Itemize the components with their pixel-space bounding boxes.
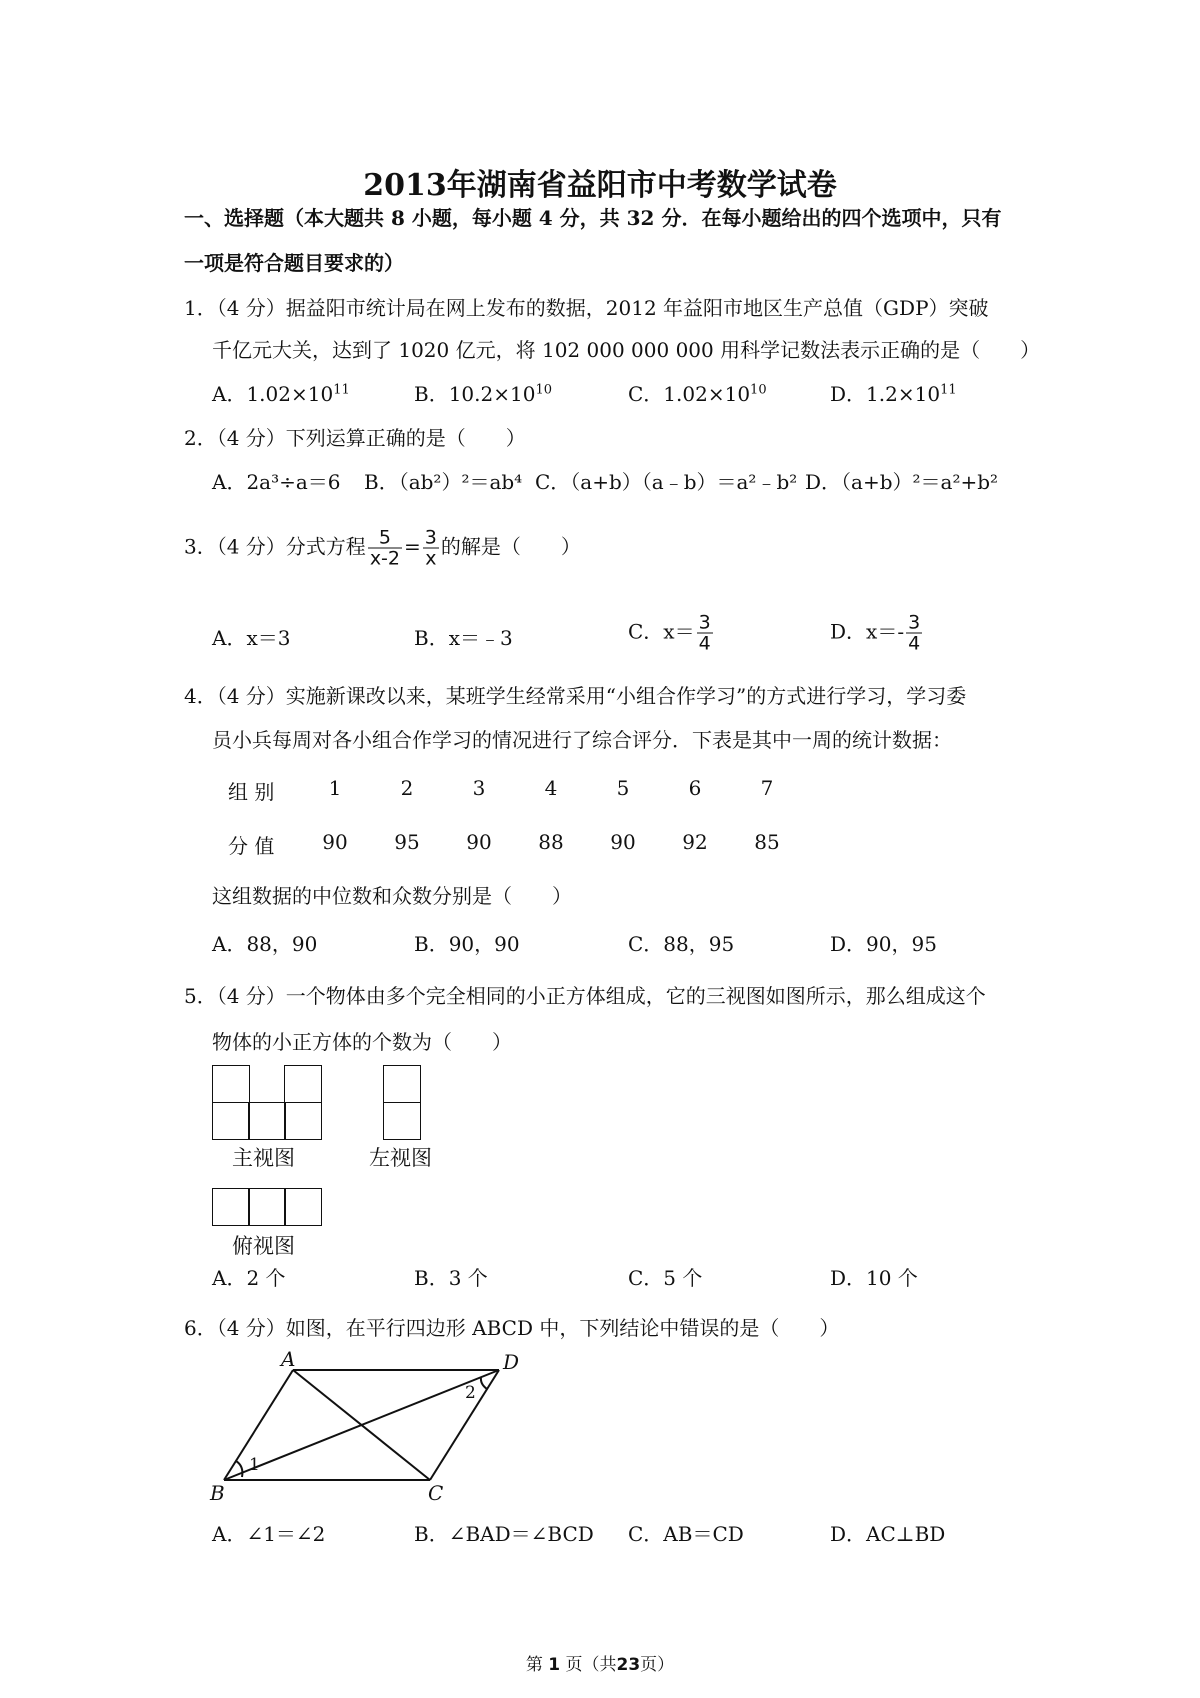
q4-question: 这组数据的中位数和众数分别是（ ） [212,884,572,908]
q4-stem-line1: 4．（4 分）实施新课改以来，某班学生经常采用“小组合作学习”的方式进行学习，学习委 [184,684,967,708]
table-cell: 5 [616,776,630,800]
table-cell: 7 [760,776,774,800]
q1-option-c: C．$1.02\times 10^{10}$ [628,382,767,406]
q2-option-b: B．（ab²）²＝ab⁴ [364,470,523,494]
q4-stem-line2: 员小兵每周对各小组合作学习的情况进行了综合评分．下表是其中一周的统计数据： [212,728,952,752]
table-cell: 4 [544,776,558,800]
q4-option-c: C．88，95 [628,932,735,956]
table-row2-label: 分 值 [228,834,275,858]
q6-option-b: B．∠BAD＝∠BCD [414,1522,594,1546]
table-cell: 95 [394,830,420,854]
q5-option-b: B．3 个 [414,1266,488,1290]
table-cell: 3 [472,776,486,800]
q5-option-d: D．10 个 [830,1266,918,1290]
q4-option-d: D．90，95 [830,932,937,956]
q3-option-b: B．x＝﹣3 [414,626,513,650]
table-cell: 90 [610,830,636,854]
vertex-label-b: B [210,1481,225,1505]
q2-option-a: A．2a³÷a＝6 [212,470,341,494]
footer-page-number: 1 [548,1655,561,1675]
angle-2-label: 2 [465,1383,476,1403]
q1-option-b: B．$10.2\times 10^{10}$ [414,382,552,406]
angle-1-label: 1 [249,1455,260,1475]
table-cell: 85 [754,830,780,854]
q2-stem: 2．（4 分）下列运算正确的是（ ） [184,426,526,450]
q3-option-c: C．x＝ $\frac{3}{4}$ [628,611,711,655]
q4-option-a: A．88，90 [212,932,318,956]
q6-option-c: C．AB＝CD [628,1522,744,1546]
table-row1-label: 组 别 [228,780,275,804]
vertex-label-c: C [428,1481,444,1505]
q5-stem-line1: 5．（4 分）一个物体由多个完全相同的小正方体组成，它的三视图如图所示，那么组成这个 [184,984,986,1008]
front-view-label: 主视图 [232,1146,295,1170]
vertex-label-d: D [503,1350,520,1374]
table-cell: 90 [322,830,348,854]
vertex-label-a: A [281,1347,296,1371]
q1-option-d: D．$1.2\times 10^{11}$ [830,382,957,406]
table-cell: 92 [682,830,708,854]
table-cell: 90 [466,830,492,854]
left-view-label: 左视图 [369,1146,432,1170]
page-title: 2013年湖南省益阳市中考数学试卷 [363,168,837,203]
diagonal-bd [224,1370,499,1480]
q3-option-a: A．x＝3 [212,626,291,650]
section-heading-line2: 一项是符合题目要求的） [184,251,404,275]
q5-option-c: C．5 个 [628,1266,703,1290]
q4-option-b: B．90，90 [414,932,520,956]
q6-option-a: A．∠1＝∠2 [212,1522,326,1546]
table-cell: 6 [688,776,702,800]
q1-option-a: A．$1.02\times 10^{11}$ [212,382,350,406]
q6-stem: 6．（4 分）如图，在平行四边形 ABCD 中，下列结论中错误的是（ ） [184,1316,840,1340]
q3-fraction-right: $\frac{3}{x}$ [424,526,437,570]
angle-2-arc [481,1377,487,1389]
q3-fraction-left: $\frac{5}{x-2}$ [369,526,401,570]
q1-stem-line1: 1．（4 分）据益阳市统计局在网上发布的数据，2012 年益阳市地区生产总值（GDP）突破 [184,296,989,320]
top-view-label: 俯视图 [232,1234,295,1258]
q6-option-d: D．AC⊥BD [830,1522,946,1546]
q3-stem: 3．（4 分）分式方程 $\frac{5}{x-2}$ = $\frac{3}{x}$ 的解是（ ） [184,526,581,570]
section-heading-line1: 一、选择题（本大题共 8 小题，每小题 4 分，共 32 分．在每小题给出的四个选项中，只有 [184,206,1002,230]
q2-option-c: C．（a+b）（a﹣b）＝a²﹣b² [535,470,798,494]
q3-option-d: D．x＝- $\frac{3}{4}$ [830,611,921,655]
table-cell: 2 [400,776,414,800]
table-cell: 1 [328,776,342,800]
q5-stem-line2: 物体的小正方体的个数为（ ） [212,1030,512,1054]
q2-option-d: D．（a+b）²＝a²+b² [805,470,999,494]
q5-option-a: A．2 个 [212,1266,286,1290]
q1-stem-line2: 千亿元大关，达到了 1020 亿元，将 102 000 000 000 用科学记数法表示正确的是（ ） [212,338,1041,362]
footer-total-pages: 23 [616,1655,641,1675]
table-cell: 88 [538,830,564,854]
page-footer: 第 1 页（共23页） [525,1655,675,1675]
